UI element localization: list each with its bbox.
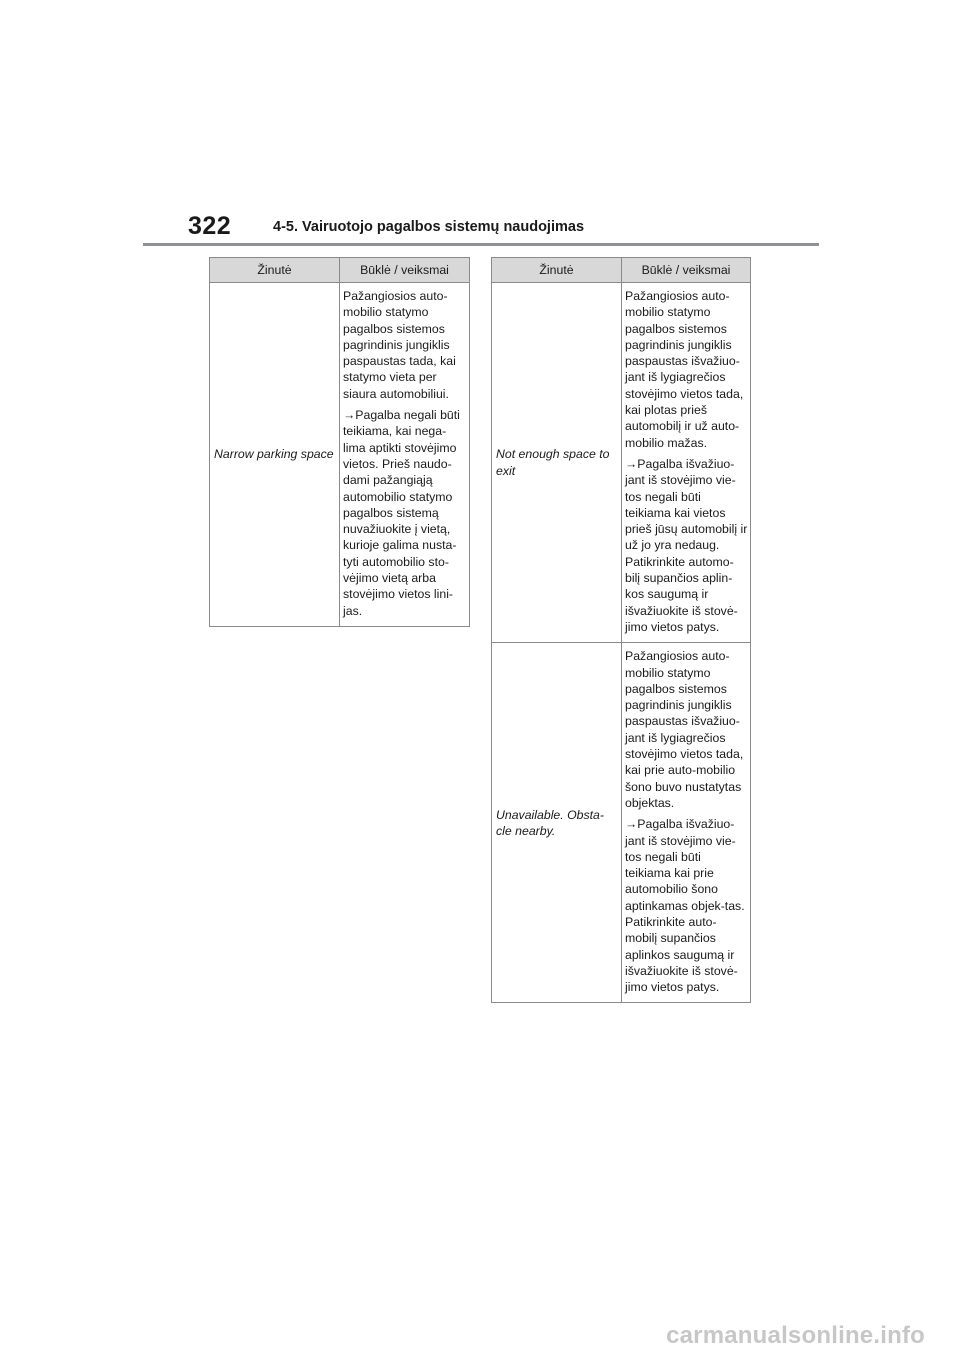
- table-row: [210, 283, 470, 627]
- action-cell: [622, 643, 751, 1003]
- table-row: [492, 643, 751, 1003]
- column-header-action: Būklė / veiksmai: [340, 258, 470, 283]
- message-cell: Narrow parking space: [210, 283, 340, 627]
- section-title: 4-5. Vairuotojo pagalbos sistemų naudojimas: [273, 219, 585, 235]
- message-cell: Unavailable. Obsta-cle nearby.: [492, 643, 622, 1003]
- column-header-message: Žinutė: [210, 258, 340, 283]
- condition-text: Pažangiosios auto-mobilio statymo pagalbos sistemos pagrindinis jungiklis paspaustas išvažiuo-jant iš lygiagrečios stovėjimo vietos tada, kai plotas prieš automobilį ir už auto-mobilio mažas.: [625, 289, 744, 450]
- watermark: carmanualsonline.info: [666, 1322, 925, 1349]
- action-text: →Pagalba išvažiuo-jant iš stovėjimo vie-tos negali būti teikiama kai prie automobilio šono aptinkamas objek-tas. Patikrinkite auto-mobilį supančios aplinkos saugumą ir išvažiuokite iš stovė-jimo vietos patys.: [625, 817, 745, 995]
- message-table-left: [209, 257, 470, 627]
- message-cell: Not enough space to exit: [492, 283, 622, 643]
- action-cell: [340, 283, 470, 627]
- header-divider: [143, 243, 819, 246]
- column-header-message: Žinutė: [492, 258, 622, 283]
- table-header-row: [492, 258, 751, 283]
- column-header-action: Būklė / veiksmai: [622, 258, 751, 283]
- table-row: [492, 283, 751, 643]
- condition-text: Pažangiosios auto-mobilio statymo pagalbos sistemos pagrindinis jungiklis paspaustas išvažiuo-jant iš lygiagrečios stovėjimo vietos tada, kai prie auto-mobilio šono buvo nustatytas objektas.: [625, 649, 744, 810]
- page-number: 322: [188, 212, 232, 240]
- message-table-right: [491, 257, 751, 1003]
- action-text: →Pagalba negali būti teikiama, kai nega-lima aptikti stovėjimo vietos. Prieš naudo-dami pažangiąją automobilio statymo pagalbos sistemą nuvažiuokite į vietą, kurioje galima nusta-tyti automobilio sto-vėjimo vietą arba stovėjimo vietos lini-jas.: [343, 408, 460, 618]
- action-cell: [622, 283, 751, 643]
- table-header-row: [210, 258, 470, 283]
- condition-text: Pažangiosios auto-mobilio statymo pagalbos sistemos pagrindinis jungiklis paspaustas tada, kai statymo vieta per siaura automobiliui.: [343, 289, 456, 401]
- action-text: →Pagalba išvažiuo-jant iš stovėjimo vie-tos negali būti teikiama kai vietos prieš jūsų automobilį ir už jo yra nedaug. Patikrinkite automo-bilį supančios aplin-kos saugumą ir išvažiuokite iš stovė-jimo vietos patys.: [625, 456, 748, 634]
